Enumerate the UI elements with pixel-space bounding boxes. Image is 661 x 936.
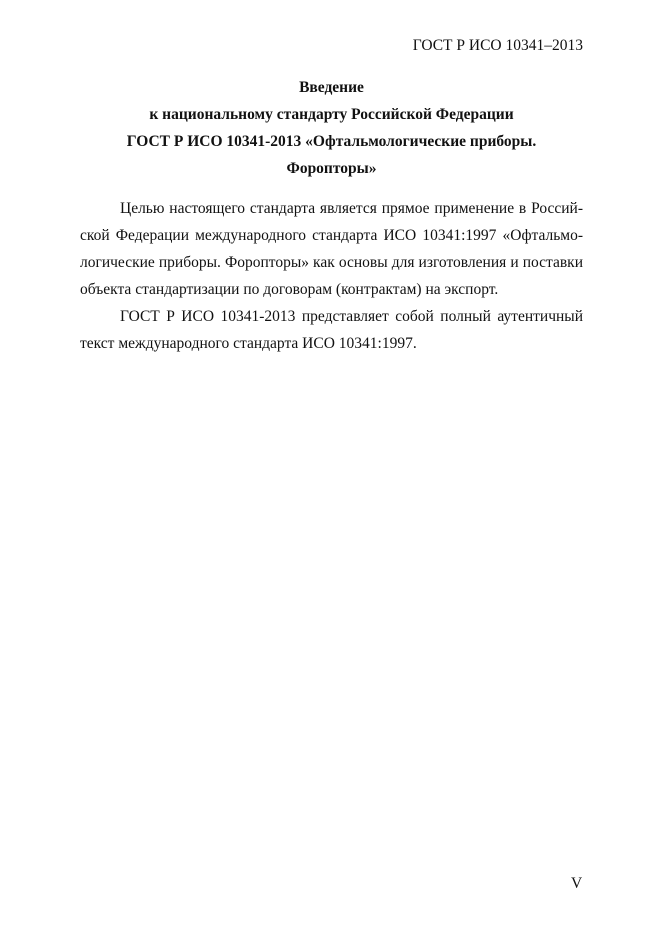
introduction-title — [80, 78, 583, 186]
title-line-standard-name-cont: Форопторы» — [286, 160, 377, 177]
paragraph-authenticity — [80, 307, 583, 361]
title-line-heading: Введение — [299, 79, 364, 96]
paragraph-line: объекта стандартизации по договорам (контрактам) на экспорт. — [80, 281, 499, 298]
paragraph-line: логические приборы. Форопторы» как основы для изготовления и поставки — [80, 254, 583, 271]
paragraph-purpose — [80, 199, 583, 307]
paragraph-line: текст международного стандарта ИСО 10341:1997. — [80, 335, 417, 352]
paragraph-line: ской Федерации международного стандарта ИСО 10341:1997 «Офтальмо- — [80, 227, 583, 244]
running-header: ГОСТ Р ИСО 10341–2013 — [412, 37, 583, 54]
title-line-subheading: к национальному стандарту Российской Федерации — [149, 106, 514, 123]
paragraph-line: ГОСТ Р ИСО 10341-2013 представляет собой полный аутентичный — [120, 308, 583, 325]
body-text — [80, 199, 583, 361]
page-number: V — [571, 875, 583, 892]
paragraph-line: Целью настоящего стандарта является прямое применение в Россий- — [120, 200, 583, 217]
title-line-standard-name: ГОСТ Р ИСО 10341-2013 «Офтальмологические приборы. — [126, 133, 537, 150]
